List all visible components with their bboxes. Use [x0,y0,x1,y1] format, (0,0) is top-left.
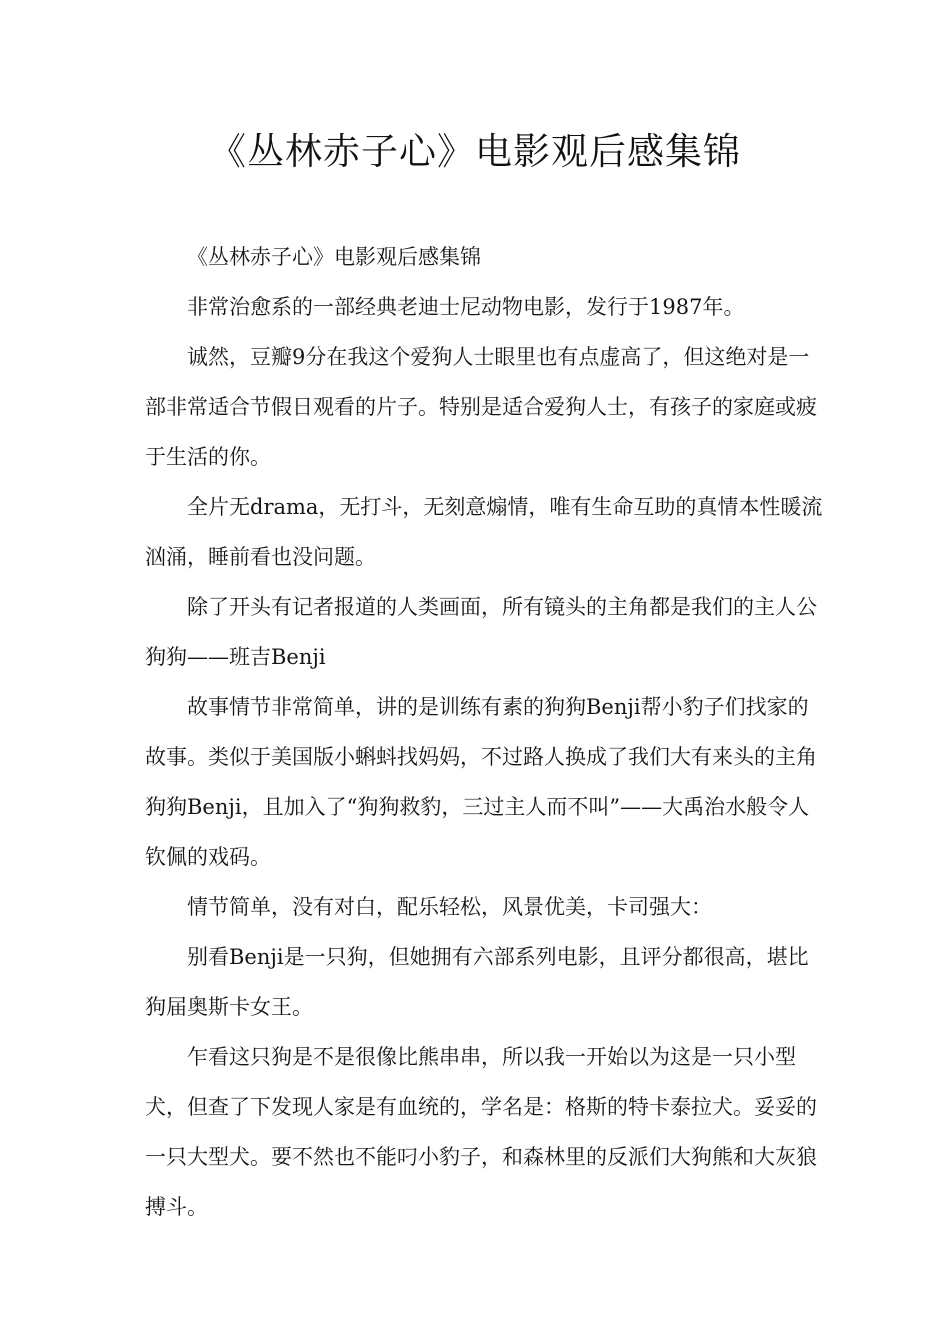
paragraph: 全片无drama，无打斗，无刻意煽情，唯有生命互助的真情本性暖流汹涌，睡前看也没问题。 [145,495,823,569]
paragraph: 情节简单，没有对白，配乐轻松，风景优美，卡司强大： [187,895,712,919]
paragraph: 乍看这只狗是不是很像比熊串串，所以我一开始以为这是一只小型犬，但查了下发现人家是有血统的，学名是：格斯的特卡泰拉犬。妥妥的一只大型犬。要不然也不能叼小豹子，和森林里的反派们大狗熊和大灰狼搏斗。 [145,1045,817,1219]
paragraph: 除了开头有记者报道的人类画面，所有镜头的主角都是我们的主人公狗狗——班吉Benji [145,595,817,669]
paragraph: 故事情节非常简单，讲的是训练有素的狗狗Benji帮小豹子们找家的故事。类似于美国版小蝌蚪找妈妈，不过路人换成了我们大有来头的主角狗狗Benji，且加入了“狗狗救豹，三过主人而不叫”——大禹治水般令人钦佩的戏码。 [145,695,817,869]
document-body [145,232,825,1232]
paragraph: 别看Benji是一只狗，但她拥有六部系列电影，且评分都很高，堪比狗届奥斯卡女王。 [145,945,809,1019]
document-title: 《丛林赤子心》电影观后感集锦 [209,130,741,173]
paragraph: 诚然，豆瓣9分在我这个爱狗人士眼里也有点虚高了，但这绝对是一部非常适合节假日观看的片子。特别是适合爱狗人士，有孩子的家庭或疲于生活的你。 [145,345,817,469]
paragraph: 《丛林赤子心》电影观后感集锦 [187,245,481,269]
paragraph: 非常治愈系的一部经典老迪士尼动物电影，发行于1987年。 [187,295,745,319]
